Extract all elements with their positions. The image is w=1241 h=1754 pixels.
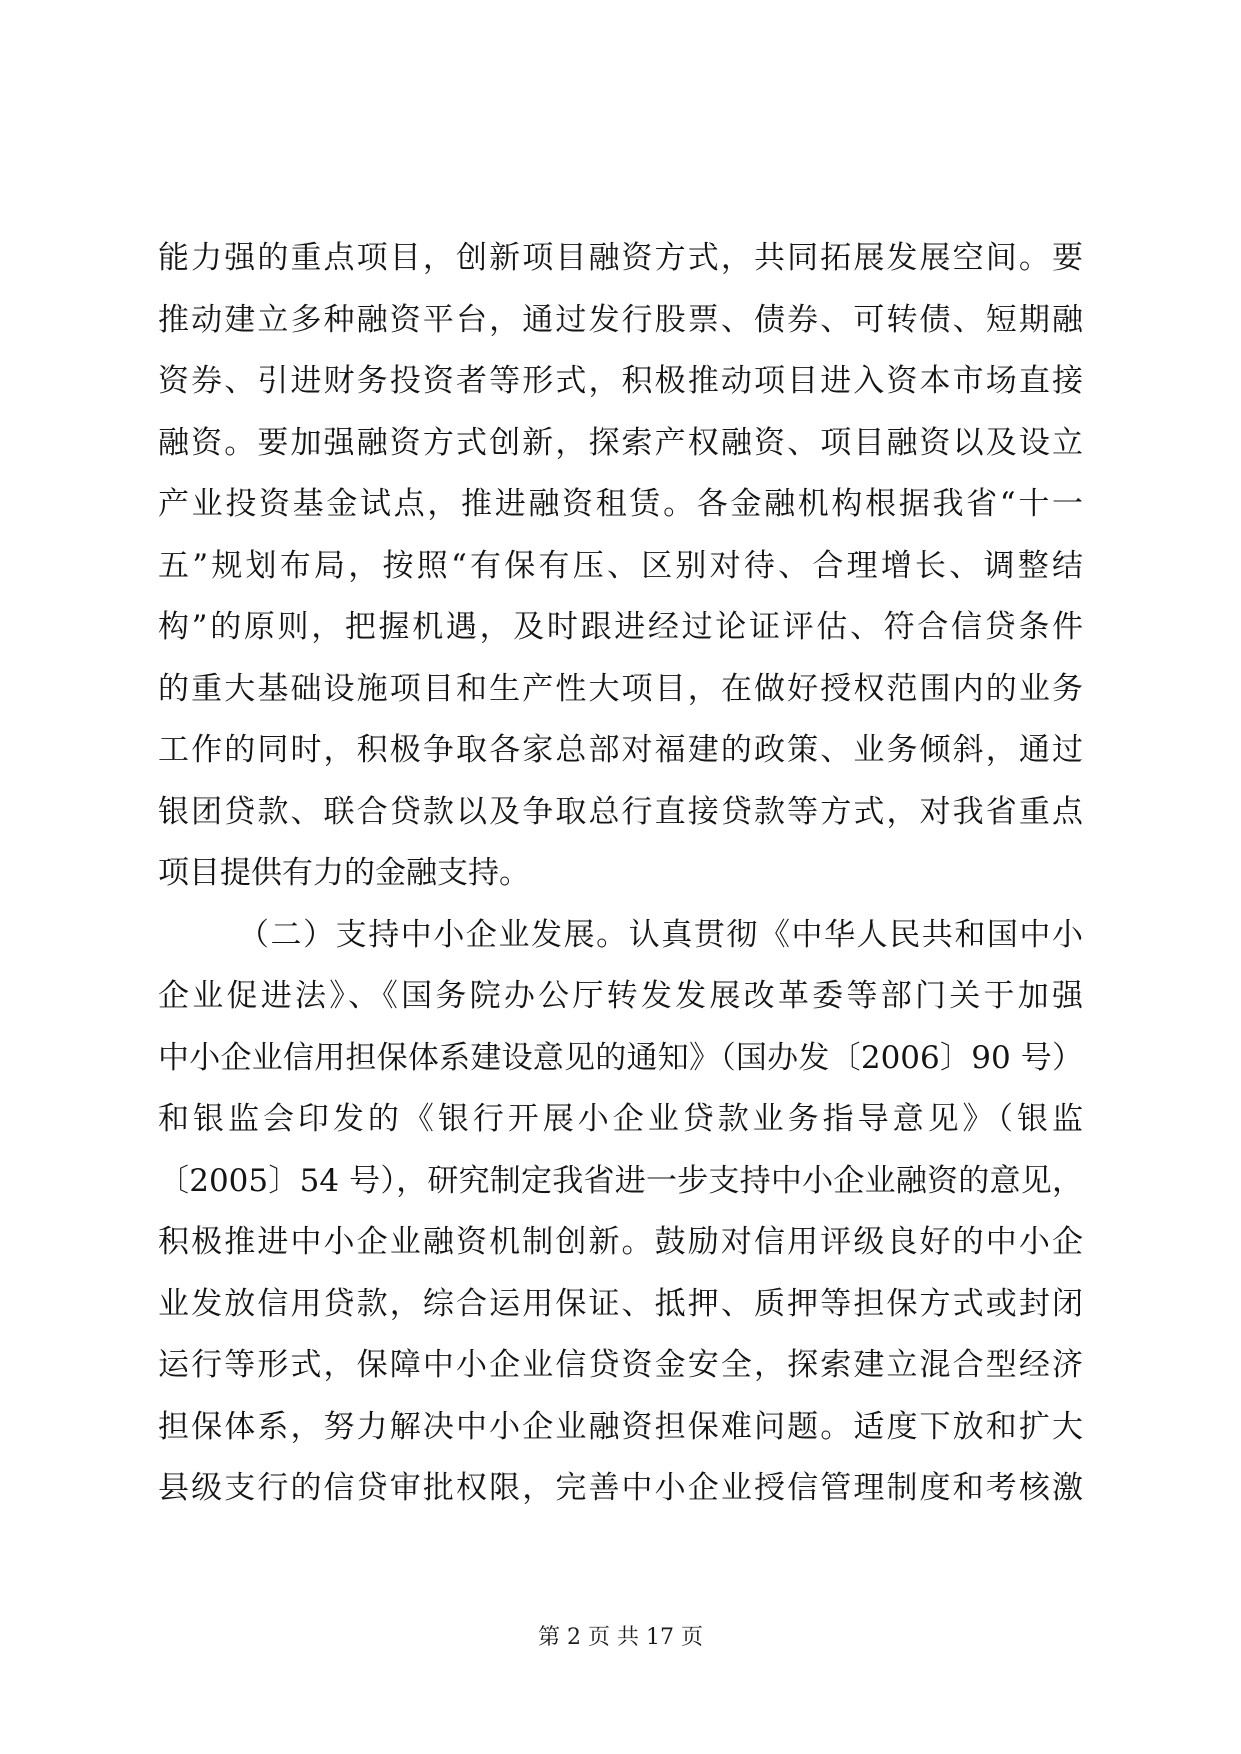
text-line: 业发放信用贷款，综合运用保证、抵押、质押等担保方式或封闭 xyxy=(158,1285,1083,1322)
text-line: 中小企业信用担保体系建设意见的通知》（国办发〔2006〕90 号） xyxy=(158,1039,1083,1076)
text-line: 五”规划布局，按照“有保有压、区别对待、合理增长、调整结 xyxy=(158,547,1083,584)
text-line: 项目提供有力的金融支持。 xyxy=(158,855,530,891)
text-line: 产业投资基金试点，推进融资租赁。各金融机构根据我省“十一 xyxy=(158,486,1083,522)
page-footer: 第 2 页 共 17 页 xyxy=(538,1625,703,1650)
text-line: 银团贷款、联合贷款以及争取总行直接贷款等方式，对我省重点 xyxy=(158,793,1083,830)
text-line: 推动建立多种融资平台，通过发行股票、债券、可转债、短期融 xyxy=(158,301,1083,338)
text-line: 担保体系，努力解决中小企业融资担保难问题。适度下放和扩大 xyxy=(158,1408,1083,1445)
text-line: 〔2005〕54 号），研究制定我省进一步支持中小企业融资的意见， xyxy=(158,1162,1083,1199)
text-line: 运行等形式，保障中小企业信贷资金安全，探索建立混合型经济 xyxy=(158,1347,1083,1383)
text-line: 和银监会印发的《银行开展小企业贷款业务指导意见》（银监 xyxy=(158,1101,1083,1137)
body-text xyxy=(158,228,1083,1520)
text-line: 积极推进中小企业融资机制创新。鼓励对信用评级良好的中小企 xyxy=(158,1224,1083,1260)
text-line: 资券、引进财务投资者等形式，积极推动项目进入资本市场直接 xyxy=(158,363,1083,399)
text-line: 能力强的重点项目，创新项目融资方式，共同拓展发展空间。要 xyxy=(158,240,1083,276)
text-line: 构”的原则，把握机遇，及时跟进经过论证评估、符合信贷条件 xyxy=(158,609,1083,645)
text-line: 工作的同时，积极争取各家总部对福建的政策、业务倾斜，通过 xyxy=(158,732,1083,768)
text-line: 县级支行的信贷审批权限，完善中小企业授信管理制度和考核激 xyxy=(158,1470,1083,1506)
text-line: 企业促进法》、《国务院办公厅转发发展改革委等部门关于加强 xyxy=(158,978,1083,1014)
text-line: 融资。要加强融资方式创新，探索产权融资、项目融资以及设立 xyxy=(158,424,1083,461)
section-heading-line: （二）支持中小企业发展。认真贯彻《中华人民共和国中小 xyxy=(238,916,1083,953)
text-line: 的重大基础设施项目和生产性大项目，在做好授权范围内的业务 xyxy=(158,670,1083,707)
